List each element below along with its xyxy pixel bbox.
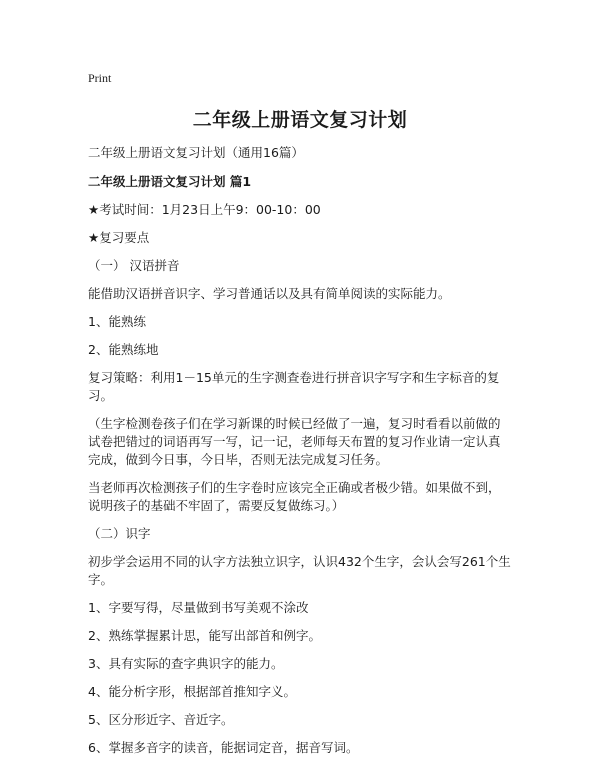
list-item: 6、掌握多音字的读音，能据词定音，据音写词。 <box>88 740 359 755</box>
list-item: 1、能熟练 <box>88 314 146 329</box>
retest-note-paragraph: 当老师再次检测孩子们的生字卷时应该完全正确或者极少错。如果做不到，说明孩子的基础不牢固了，需要反复做练习。） <box>88 480 501 513</box>
print-link[interactable]: Print <box>88 71 112 85</box>
review-points-heading: ★复习要点 <box>88 230 150 245</box>
list-item: 3、具有实际的查字典识字的能力。 <box>88 656 284 671</box>
document-subtitle: 二年级上册语文复习计划（通用16篇） <box>88 145 304 160</box>
section-heading: 二年级上册语文复习计划 篇1 <box>88 174 252 189</box>
pinyin-subheading: （一） 汉语拼音 <box>88 258 180 273</box>
test-paper-note-paragraph: （生字检测卷孩子们在学习新课的时候已经做了一遍，复习时看看以前做的试卷把错过的词语再写一写，记一记，老师每天布置的复习作业请一定认真完成，做到今日事，今日毕，否则无法完成复习任务。 <box>88 416 501 467</box>
literacy-subheading: （二）识字 <box>88 526 151 541</box>
pinyin-goal-paragraph: 能借助汉语拼音识字、学习普通话以及具有简单阅读的实际能力。 <box>88 286 451 301</box>
exam-time-line: ★考试时间：1月23日上午9：00-10：00 <box>88 202 321 217</box>
literacy-goal-paragraph: 初步学会运用不同的认字方法独立识字，认识432个生字，会认会写261个生字。 <box>88 554 511 587</box>
list-item: 2、熟练掌握累计思，能写出部首和例字。 <box>88 628 321 643</box>
document-title: 二年级上册语文复习计划 <box>192 109 408 131</box>
list-item: 1、字要写得，尽量做到书写美观不涂改 <box>88 600 309 615</box>
list-item: 5、区分形近字、音近字。 <box>88 712 234 727</box>
list-item: 2、能熟练地 <box>88 342 159 357</box>
list-item: 4、能分析字形，根据部首推知字义。 <box>88 684 296 699</box>
review-strategy-paragraph: 复习策略：利用1－15单元的生字测查卷进行拼音识字写字和生字标音的复习。 <box>88 370 500 403</box>
